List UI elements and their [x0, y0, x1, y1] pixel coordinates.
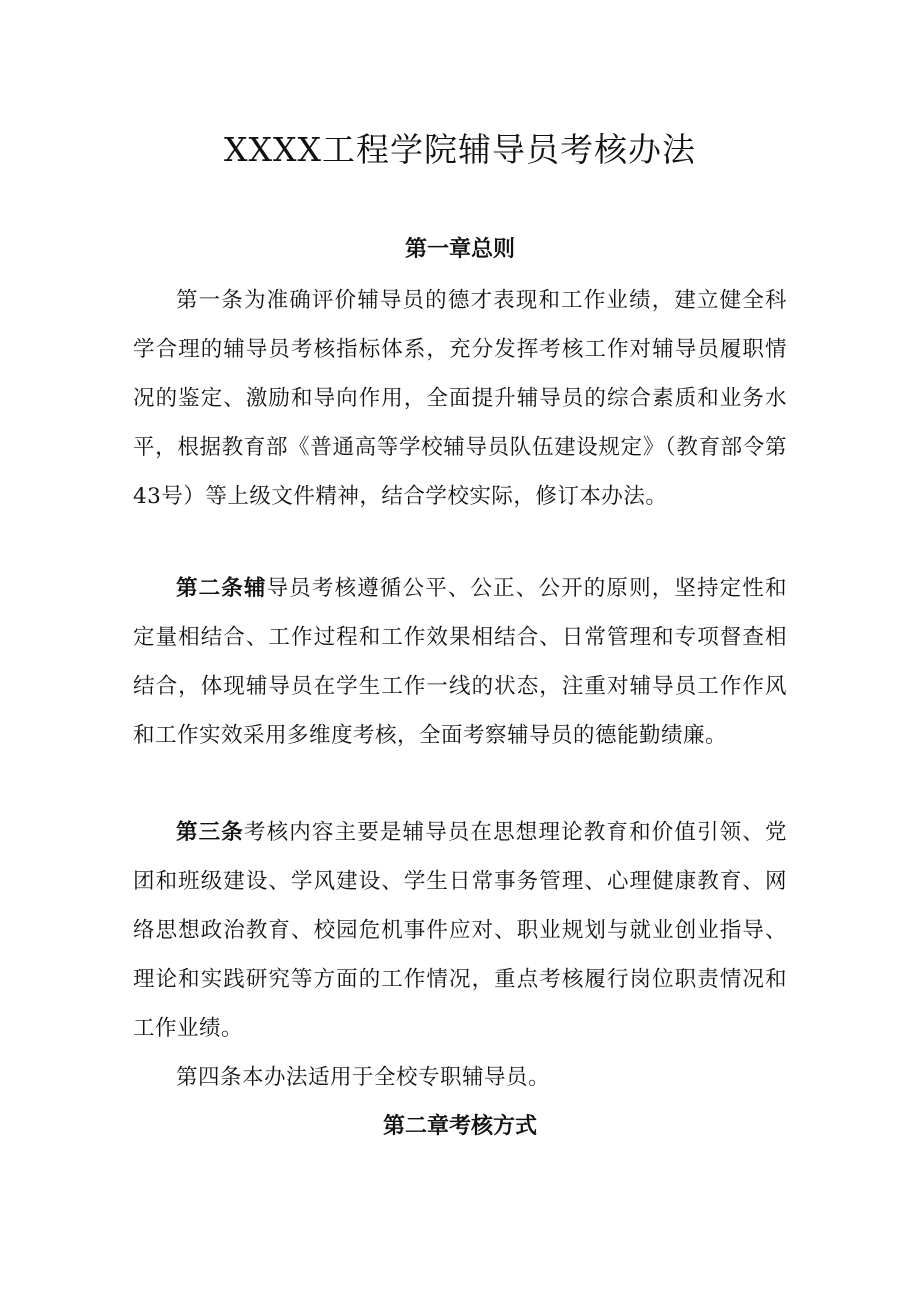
article-1-text: 第一条为准确评价辅导员的德才表现和工作业绩，建立健全科学合理的辅导员考核指标体系，充分发挥考核工作对辅导员履职情况的鉴定、激励和导向作用，全面提升辅导员的综合素质和业务水平，根据教育部《普通高等学校辅导员队伍建设规定》（教育部令第43号）等上级文件精神，结合学校实际，修订本办法。 — [133, 288, 787, 509]
document-title: XXXX工程学院辅导员考核办法 — [224, 130, 696, 169]
article-4-text: 第四条本办法适用于全校专职辅导员。 — [176, 1065, 551, 1090]
article-3-text: 考核内容主要是辅导员在思想理论教育和价值引领、党团和班级建设、学风建设、学生日常事务管理、心理健康教育、网络思想政治教育、校园危机事件应对、职业规划与就业创业指导、理论和实践研究等方面的工作情况，重点考核履行岗位职责情况和工作业绩。 — [133, 820, 787, 1041]
article-1 — [133, 276, 787, 521]
article-3 — [133, 808, 787, 1053]
article-2-text: 导员考核遵循公平、公正、公开的原则，坚持定性和定量相结合、工作过程和工作效果相结合、日常管理和专项督查相结合，体现辅导员在学生工作一线的状态，注重对辅导员工作作风和工作实效采用多维度考核，全面考察辅导员的德能勤绩廉。 — [133, 576, 787, 748]
chapter-heading-general-provisions: 第一章总则 — [404, 237, 515, 262]
article-4 — [133, 1053, 787, 1102]
article-2-number: 第二条辅 — [176, 576, 267, 601]
article-3-number: 第三条 — [176, 820, 244, 845]
chapter-heading-assessment-methods: 第二章考核方式 — [382, 1114, 537, 1139]
article-2 — [133, 564, 787, 760]
